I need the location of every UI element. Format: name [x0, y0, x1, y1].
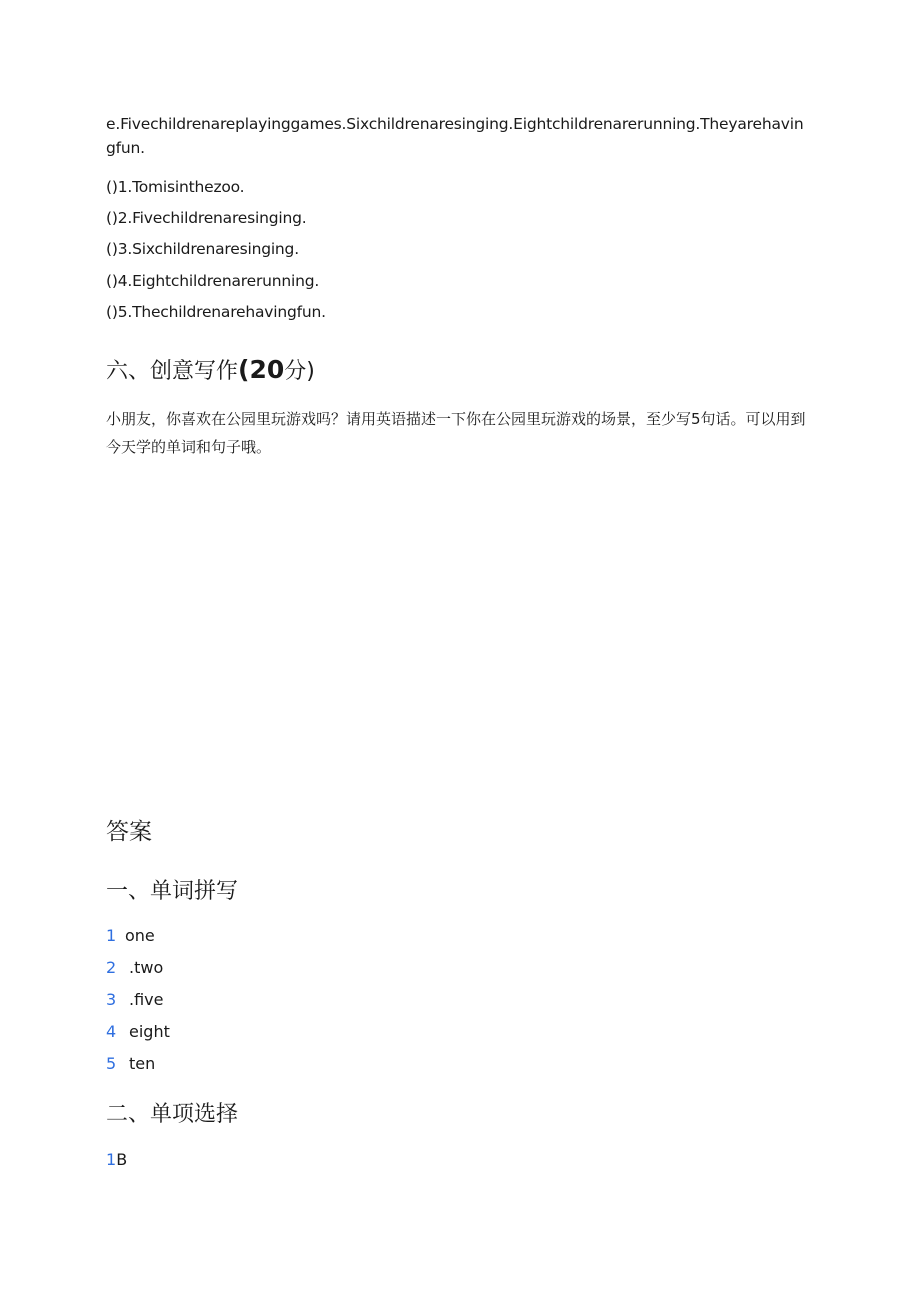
score-value: 20 — [249, 355, 285, 384]
answer-number: 2 — [106, 958, 117, 977]
answer-row — [106, 958, 163, 978]
answer-text: eight — [129, 1022, 170, 1041]
section-heading-creative-writing — [106, 355, 315, 387]
answers-section-heading-choice: 二、单项选择 — [106, 1102, 239, 1127]
score-open: ( — [238, 355, 250, 384]
writing-prompt: 小朋友，你喜欢在公园里玩游戏吗？请用英语描述一下你在公园里玩游戏的场景，至少写5句话。可以用到今天学的单词和句子哦。 — [106, 410, 806, 456]
reading-passage: e.Fivechildrenareplayinggames.Sixchildrenaresinging.Eightchildrenarerunning.Theyarehavingfun. — [106, 115, 804, 157]
answer-text: .five — [129, 990, 164, 1009]
true-false-item: ()5.Thechildrenarehavingfun. — [106, 303, 326, 321]
true-false-item: ()4.Eightchildrenarerunning. — [106, 272, 320, 290]
section-title: 六、创意写作 — [106, 359, 239, 384]
answer-row — [106, 990, 163, 1010]
answer-row — [106, 1054, 155, 1074]
answer-number: 1 — [106, 1150, 117, 1169]
answer-number: 5 — [106, 1054, 117, 1073]
answer-text: .two — [129, 958, 164, 977]
answer-row — [106, 926, 155, 946]
answer-text: B — [116, 1150, 128, 1169]
score-unit: 分) — [284, 359, 315, 384]
answer-text: one — [125, 926, 155, 945]
answer-row — [106, 1022, 170, 1042]
answer-number: 3 — [106, 990, 117, 1009]
true-false-item: ()1.Tomisinthezoo. — [106, 178, 245, 196]
answer-row — [106, 1150, 127, 1170]
true-false-item: ()3.Sixchildrenaresinging. — [106, 240, 299, 258]
answers-section-heading-spelling: 一、单词拼写 — [106, 879, 239, 904]
answer-text: ten — [129, 1054, 156, 1073]
true-false-item: ()2.Fivechildrenaresinging. — [106, 209, 307, 227]
answer-number: 4 — [106, 1022, 117, 1041]
answer-number: 1 — [106, 926, 117, 945]
answers-title: 答案 — [106, 819, 152, 845]
